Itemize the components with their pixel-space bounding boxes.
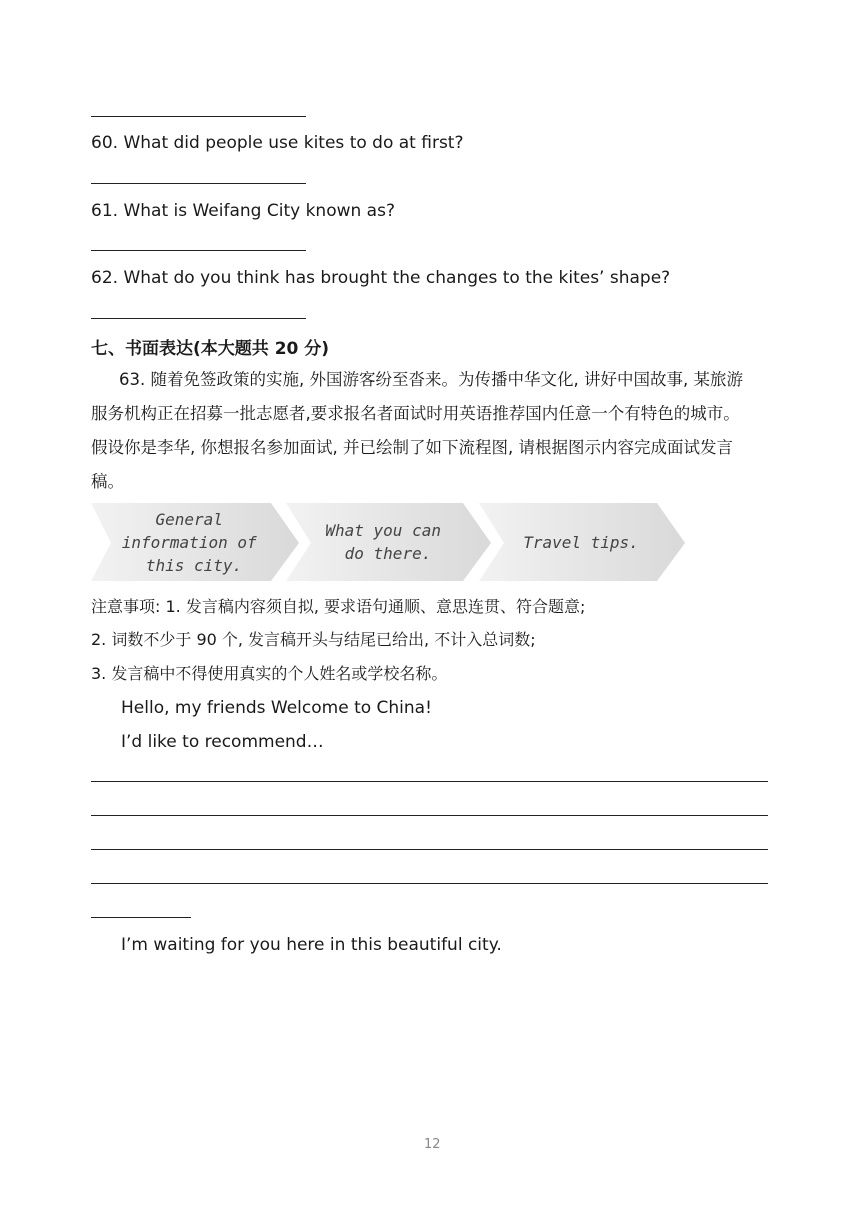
flow-step-2-line: What you can xyxy=(325,521,441,540)
flow-step-3-line: Travel tips. xyxy=(523,533,639,552)
answer-line[interactable] xyxy=(91,318,306,319)
answer-line[interactable] xyxy=(91,250,306,251)
page-number: 12 xyxy=(424,1137,441,1152)
flow-step-2-line: do there. xyxy=(344,544,432,563)
question-60: 60. What did people use kites to do at first? xyxy=(91,133,464,153)
answer-line[interactable] xyxy=(91,183,306,184)
flow-step-2-shape xyxy=(286,503,491,581)
flowchart xyxy=(91,503,691,583)
note-1: 注意事项: 1. 发言稿内容须自拟, 要求语句通顺、意思连贯、符合题意; xyxy=(91,597,586,616)
flow-step-1-line: General xyxy=(155,510,223,529)
prompt-line: 服务机构正在招募一批志愿者,要求报名者面试时用英语推荐国内任意一个有特色的城市。 xyxy=(91,404,740,423)
writing-prompt xyxy=(91,363,791,499)
speech-start: I’d like to recommend… xyxy=(121,732,324,752)
speech-opening: Hello, my friends Welcome to China! xyxy=(121,698,432,718)
answer-line[interactable] xyxy=(91,116,306,117)
prompt-line: 63. 随着免签政策的实施, 外国游客纷至沓来。为传播中华文化, 讲好中国故事, 某旅游 xyxy=(119,370,743,389)
note-3: 3. 发言稿中不得使用真实的个人姓名或学校名称。 xyxy=(91,664,448,683)
writing-line[interactable] xyxy=(91,815,768,816)
writing-line[interactable] xyxy=(91,917,191,918)
prompt-line: 稿。 xyxy=(91,472,124,491)
note-2: 2. 词数不少于 90 个, 发言稿开头与结尾已给出, 不计入总词数; xyxy=(91,630,536,649)
section-heading: 七、书面表达(本大题共 20 分) xyxy=(91,339,330,359)
writing-line[interactable] xyxy=(91,849,768,850)
flow-step-1-line: this city. xyxy=(145,556,243,575)
writing-line[interactable] xyxy=(91,781,768,782)
flow-step-1-line: information of xyxy=(121,533,257,552)
prompt-line: 假设你是李华, 你想报名参加面试, 并已绘制了如下流程图, 请根据图示内容完成面试发言 xyxy=(91,438,733,457)
writing-line[interactable] xyxy=(91,883,768,884)
flow-step-3 xyxy=(523,533,639,552)
question-62: 62. What do you think has brought the changes to the kites’ shape? xyxy=(91,268,671,288)
question-61: 61. What is Weifang City known as? xyxy=(91,201,395,221)
speech-ending: I’m waiting for you here in this beautiful city. xyxy=(121,935,502,955)
